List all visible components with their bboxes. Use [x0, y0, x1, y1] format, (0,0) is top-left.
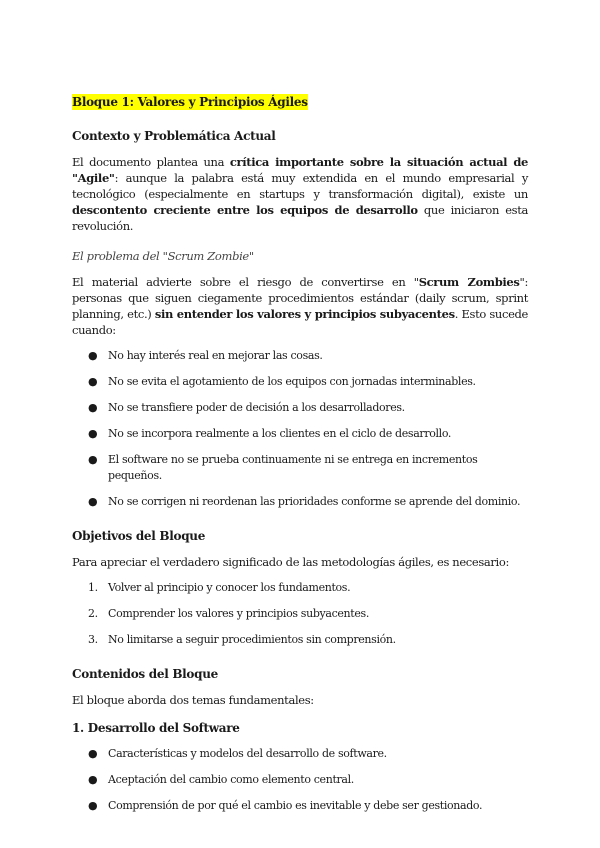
list-item: ● No se transfiere poder de decisión a los desarrolladores. — [88, 401, 405, 414]
bullet-icon: ● — [88, 375, 98, 388]
list-item: ● No se corrigen ni reordenan las prioridades conforme se aprende del dominio. — [88, 495, 521, 508]
list-item: 3. No limitarse a seguir procedimientos sin comprensión. — [88, 633, 396, 646]
list-item: ● Comprensión de por qué el cambio es inevitable y debe ser gestionado. — [88, 799, 483, 812]
list-item: ● No se evita el agotamiento de los equipos con jornadas interminables. — [88, 375, 476, 388]
section-heading-contexto: Contexto y Problemática Actual — [72, 129, 276, 143]
subheading-desarrollo: 1. Desarrollo del Software — [72, 721, 240, 735]
bullet-icon: ● — [88, 495, 98, 508]
block-title: Bloque 1: Valores y Principios Ágiles — [72, 95, 308, 109]
list-number: 3. — [88, 633, 98, 646]
list-number: 1. — [88, 581, 98, 594]
bullet-icon: ● — [88, 453, 98, 466]
list-item: ● No se incorpora realmente a los clientes en el ciclo de desarrollo. — [88, 427, 452, 440]
bullet-icon: ● — [88, 349, 98, 362]
list-item: 2. Comprender los valores y principios subyacentes. — [88, 607, 369, 620]
list-item: ● No hay interés real en mejorar las cosas. — [88, 349, 323, 362]
list-item: ● Aceptación del cambio como elemento central. — [88, 773, 354, 786]
list-item: ● El software no se prueba continuamente ni se entrega en incrementos pequeños. — [88, 453, 478, 482]
objectives-list — [72, 580, 528, 648]
bullet-icon: ● — [88, 773, 98, 786]
paragraph-contexto: El documento plantea una crítica importante sobre la situación actual de "Agile": aunque la palabra está muy extendida en el mundo empresarial y tecnológico (especialmente en startups y transformación digital), existe un descontento creciente entre los equipos de desarrollo que iniciaron esta revolución. — [72, 155, 528, 233]
section-heading-objetivos: Objetivos del Bloque — [72, 529, 206, 543]
section-heading-contenidos: Contenidos del Bloque — [72, 667, 218, 681]
list-item: 1. Volver al principio y conocer los fundamentos. — [88, 581, 351, 594]
bullet-icon: ● — [88, 401, 98, 414]
paragraph-scrum-zombie: El material advierte sobre el riesgo de convertirse en "Scrum Zombies": personas que siguen ciegamente procedimientos estándar (daily scrum, sprint planning, etc.) sin entender los valores y principios subyacentes. Esto sucede cuando: — [72, 275, 528, 337]
list-item: ● Características y modelos del desarrollo de software. — [88, 747, 387, 760]
zombie-conditions-list — [72, 348, 528, 510]
bullet-icon: ● — [88, 427, 98, 440]
paragraph-objetivos: Para apreciar el verdadero significado de las metodologías ágiles, es necesario: — [72, 555, 509, 569]
list-number: 2. — [88, 607, 98, 620]
desarrollo-list — [72, 746, 528, 814]
document-page — [72, 94, 528, 824]
bullet-icon: ● — [88, 799, 98, 812]
paragraph-contenidos: El bloque aborda dos temas fundamentales: — [72, 693, 314, 707]
subheading-scrum-zombie: El problema del "Scrum Zombie" — [72, 249, 254, 263]
bullet-icon: ● — [88, 747, 98, 760]
